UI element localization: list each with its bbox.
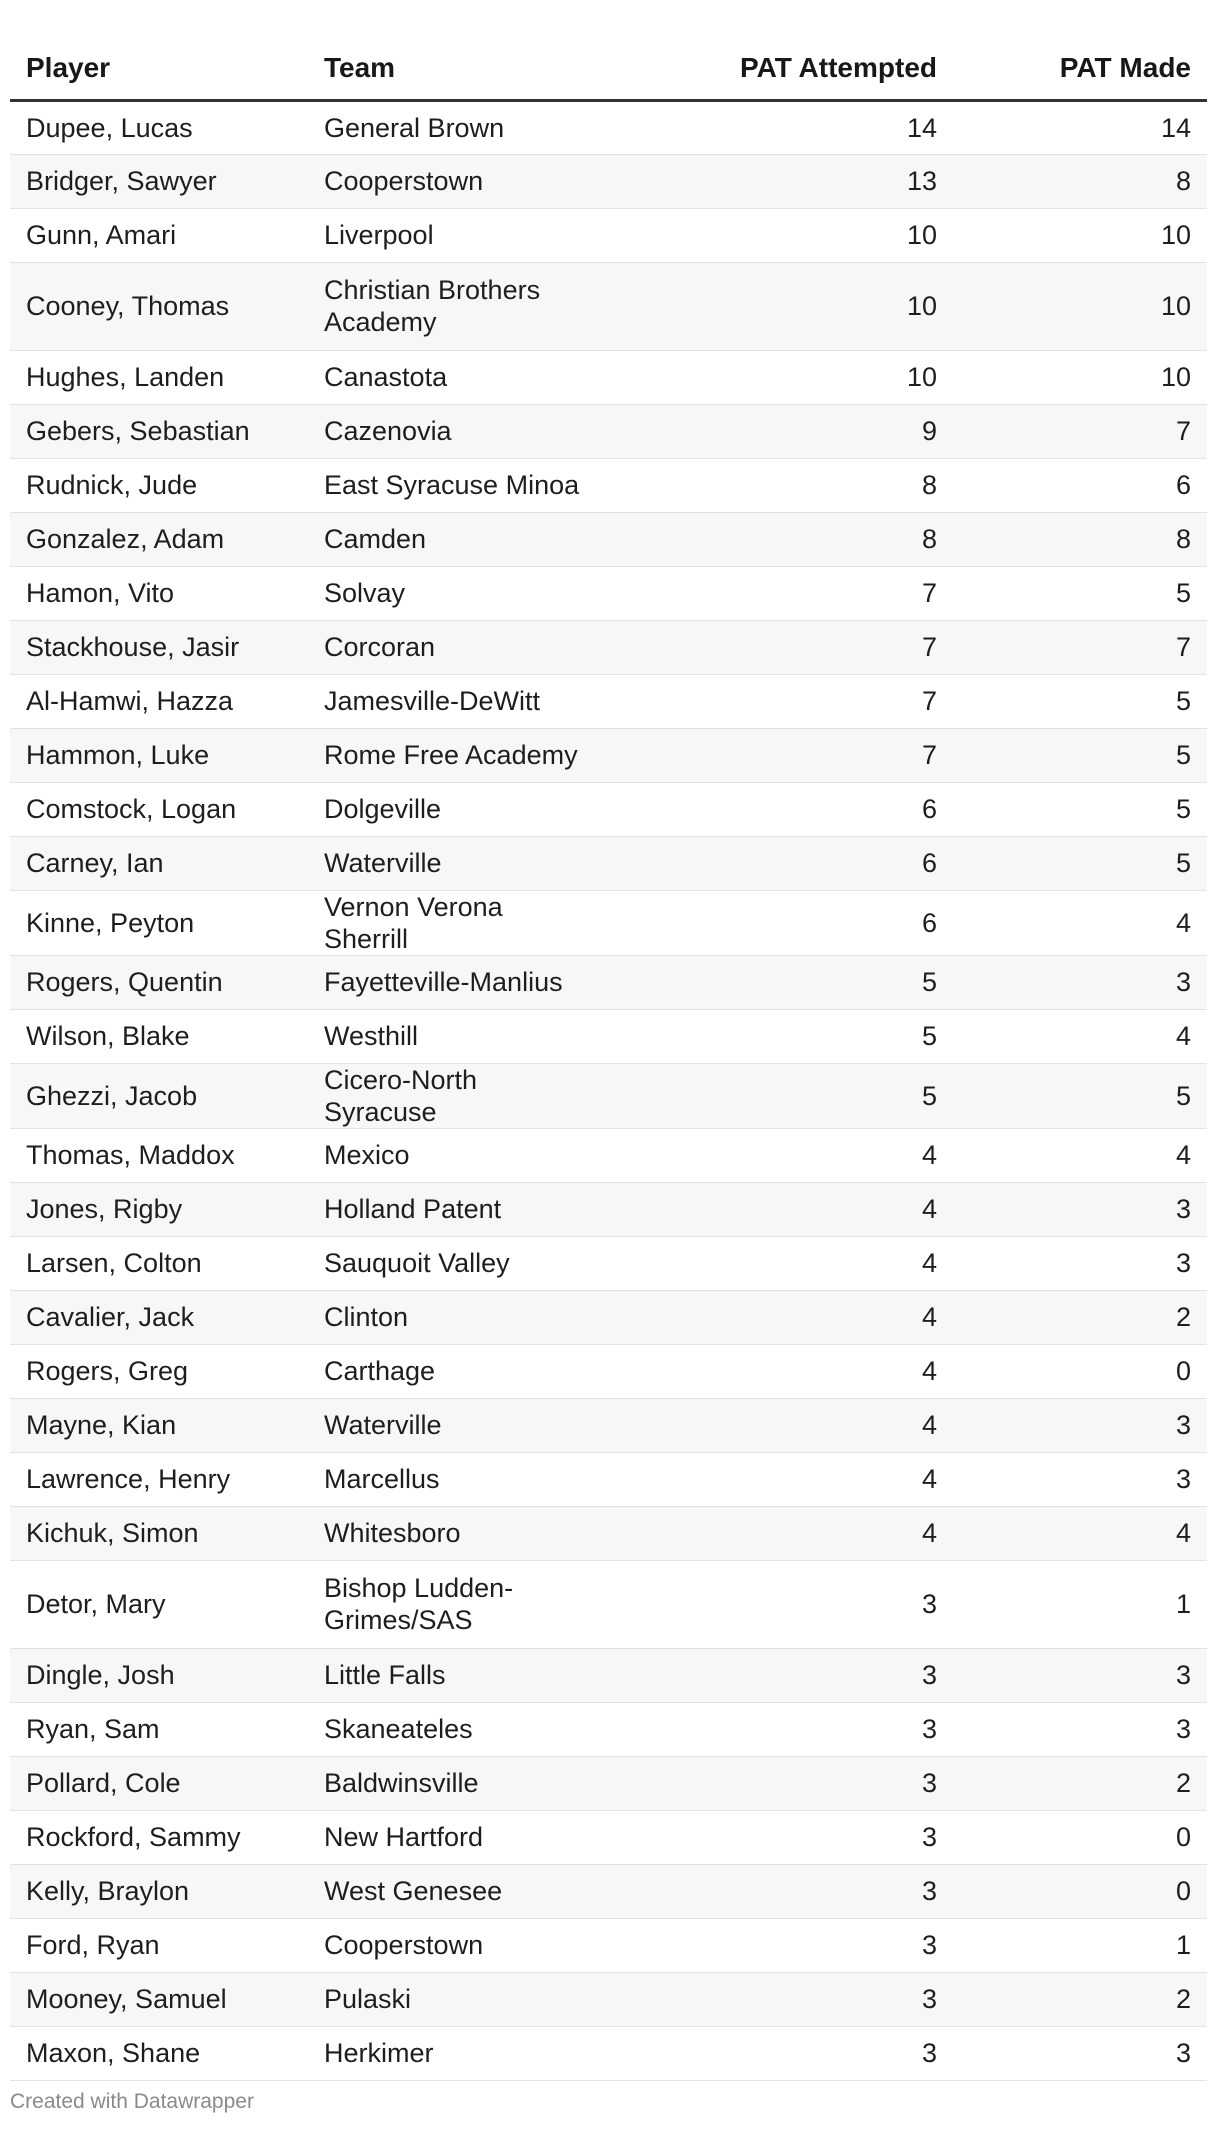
pat-made-cell: 3: [953, 1236, 1207, 1290]
player-cell: Hughes, Landen: [10, 350, 324, 404]
pat-attempted-cell: 5: [600, 955, 953, 1009]
team-cell: Fayetteville-Manlius: [324, 955, 600, 1009]
player-cell: Bridger, Sawyer: [10, 154, 324, 208]
table-row: [10, 1236, 1207, 1290]
player-cell: Gonzalez, Adam: [10, 512, 324, 566]
pat-made-cell: 7: [953, 404, 1207, 458]
pat-made-cell: 4: [953, 890, 1207, 955]
pat-made-cell: 1: [953, 1918, 1207, 1972]
table-row: [10, 2026, 1207, 2080]
pat-made-cell: 3: [953, 1648, 1207, 1702]
table-row: [10, 1182, 1207, 1236]
pat-table: [10, 38, 1207, 2081]
team-cell: Baldwinsville: [324, 1756, 600, 1810]
pat-attempted-cell: 7: [600, 566, 953, 620]
table-row: [10, 782, 1207, 836]
pat-attempted-cell: 10: [600, 350, 953, 404]
team-cell: Holland Patent: [324, 1182, 600, 1236]
player-cell: Dupee, Lucas: [10, 100, 324, 154]
player-cell: Maxon, Shane: [10, 2026, 324, 2080]
player-cell: Mayne, Kian: [10, 1398, 324, 1452]
team-cell: Dolgeville: [324, 782, 600, 836]
player-cell: Kelly, Braylon: [10, 1864, 324, 1918]
player-cell: Pollard, Cole: [10, 1756, 324, 1810]
pat-attempted-cell: 10: [600, 208, 953, 262]
pat-attempted-cell: 7: [600, 728, 953, 782]
table-row: [10, 728, 1207, 782]
player-cell: Gebers, Sebastian: [10, 404, 324, 458]
pat-made-cell: 5: [953, 566, 1207, 620]
table-row: [10, 1918, 1207, 1972]
team-cell: Vernon Verona Sherrill: [324, 890, 600, 955]
datawrapper-credit: Created with Datawrapper: [10, 2090, 254, 2113]
pat-made-cell: 5: [953, 674, 1207, 728]
team-cell: Canastota: [324, 350, 600, 404]
team-cell: Herkimer: [324, 2026, 600, 2080]
table-row: [10, 404, 1207, 458]
pat-made-cell: 3: [953, 2026, 1207, 2080]
pat-attempted-cell: 9: [600, 404, 953, 458]
table-row: [10, 1063, 1207, 1128]
player-cell: Lawrence, Henry: [10, 1452, 324, 1506]
pat-attempted-cell: 10: [600, 262, 953, 350]
column-header-pat-made[interactable]: PAT Made: [953, 38, 1207, 100]
table-row: [10, 1648, 1207, 1702]
pat-attempted-cell: 3: [600, 1864, 953, 1918]
team-cell: Liverpool: [324, 208, 600, 262]
pat-made-cell: 2: [953, 1290, 1207, 1344]
team-cell: Waterville: [324, 1398, 600, 1452]
player-cell: Kinne, Peyton: [10, 890, 324, 955]
column-header-team[interactable]: Team: [324, 38, 600, 100]
pat-attempted-cell: 13: [600, 154, 953, 208]
table-row: [10, 836, 1207, 890]
table-body: [10, 100, 1207, 2080]
pat-made-cell: 1: [953, 1560, 1207, 1648]
team-cell: Mexico: [324, 1128, 600, 1182]
team-cell: Camden: [324, 512, 600, 566]
team-cell: Cooperstown: [324, 154, 600, 208]
pat-attempted-cell: 4: [600, 1344, 953, 1398]
pat-made-cell: 0: [953, 1864, 1207, 1918]
table-row: [10, 1972, 1207, 2026]
team-cell: Solvay: [324, 566, 600, 620]
pat-made-cell: 10: [953, 208, 1207, 262]
team-cell: Marcellus: [324, 1452, 600, 1506]
table-header: [10, 38, 1207, 100]
team-cell: Sauquoit Valley: [324, 1236, 600, 1290]
team-cell: Westhill: [324, 1009, 600, 1063]
pat-made-cell: 0: [953, 1344, 1207, 1398]
pat-attempted-cell: 4: [600, 1290, 953, 1344]
table-row: [10, 620, 1207, 674]
player-cell: Rogers, Greg: [10, 1344, 324, 1398]
player-cell: Gunn, Amari: [10, 208, 324, 262]
player-cell: Stackhouse, Jasir: [10, 620, 324, 674]
team-cell: Cicero-North Syracuse: [324, 1063, 600, 1128]
table-row: [10, 1452, 1207, 1506]
player-cell: Jones, Rigby: [10, 1182, 324, 1236]
table-row: [10, 262, 1207, 350]
team-cell: Corcoran: [324, 620, 600, 674]
table-row: [10, 100, 1207, 154]
pat-attempted-cell: 4: [600, 1452, 953, 1506]
table-row: [10, 1290, 1207, 1344]
pat-made-cell: 8: [953, 154, 1207, 208]
table-row: [10, 1344, 1207, 1398]
team-cell: New Hartford: [324, 1810, 600, 1864]
team-cell: Cooperstown: [324, 1918, 600, 1972]
team-cell: Christian Brothers Academy: [324, 262, 600, 350]
player-cell: Detor, Mary: [10, 1560, 324, 1648]
team-cell: Clinton: [324, 1290, 600, 1344]
pat-attempted-cell: 4: [600, 1398, 953, 1452]
pat-attempted-cell: 3: [600, 1648, 953, 1702]
table-row: [10, 1506, 1207, 1560]
table-row: [10, 350, 1207, 404]
pat-made-cell: 7: [953, 620, 1207, 674]
pat-made-cell: 3: [953, 955, 1207, 1009]
pat-made-cell: 5: [953, 728, 1207, 782]
pat-attempted-cell: 3: [600, 1918, 953, 1972]
table-row: [10, 1560, 1207, 1648]
table-row: [10, 1756, 1207, 1810]
pat-made-cell: 4: [953, 1506, 1207, 1560]
pat-attempted-cell: 6: [600, 836, 953, 890]
table-row: [10, 674, 1207, 728]
player-cell: Thomas, Maddox: [10, 1128, 324, 1182]
pat-attempted-cell: 8: [600, 512, 953, 566]
header-row: [10, 38, 1207, 100]
pat-attempted-cell: 5: [600, 1009, 953, 1063]
pat-attempted-cell: 6: [600, 890, 953, 955]
pat-attempted-cell: 3: [600, 1810, 953, 1864]
player-cell: Al-Hamwi, Hazza: [10, 674, 324, 728]
column-header-player[interactable]: Player: [10, 38, 324, 100]
table-row: [10, 955, 1207, 1009]
pat-attempted-cell: 4: [600, 1182, 953, 1236]
pat-made-cell: 10: [953, 262, 1207, 350]
pat-made-cell: 5: [953, 836, 1207, 890]
table-row: [10, 1810, 1207, 1864]
pat-made-cell: 14: [953, 100, 1207, 154]
pat-made-cell: 4: [953, 1009, 1207, 1063]
table-row: [10, 208, 1207, 262]
table-row: [10, 1128, 1207, 1182]
team-cell: General Brown: [324, 100, 600, 154]
pat-attempted-cell: 3: [600, 2026, 953, 2080]
team-cell: Skaneateles: [324, 1702, 600, 1756]
pat-attempted-cell: 4: [600, 1236, 953, 1290]
team-cell: Pulaski: [324, 1972, 600, 2026]
data-table-container: [10, 38, 1207, 2081]
player-cell: Kichuk, Simon: [10, 1506, 324, 1560]
table-row: [10, 566, 1207, 620]
player-cell: Cooney, Thomas: [10, 262, 324, 350]
pat-attempted-cell: 7: [600, 620, 953, 674]
pat-attempted-cell: 6: [600, 782, 953, 836]
player-cell: Ford, Ryan: [10, 1918, 324, 1972]
player-cell: Rudnick, Jude: [10, 458, 324, 512]
player-cell: Dingle, Josh: [10, 1648, 324, 1702]
pat-attempted-cell: 7: [600, 674, 953, 728]
player-cell: Comstock, Logan: [10, 782, 324, 836]
team-cell: Rome Free Academy: [324, 728, 600, 782]
team-cell: Carthage: [324, 1344, 600, 1398]
team-cell: Bishop Ludden-Grimes/SAS: [324, 1560, 600, 1648]
pat-made-cell: 6: [953, 458, 1207, 512]
pat-attempted-cell: 3: [600, 1702, 953, 1756]
team-cell: West Genesee: [324, 1864, 600, 1918]
team-cell: Jamesville-DeWitt: [324, 674, 600, 728]
pat-made-cell: 5: [953, 1063, 1207, 1128]
pat-attempted-cell: 4: [600, 1128, 953, 1182]
pat-made-cell: 3: [953, 1398, 1207, 1452]
pat-made-cell: 10: [953, 350, 1207, 404]
player-cell: Hammon, Luke: [10, 728, 324, 782]
pat-made-cell: 4: [953, 1128, 1207, 1182]
pat-made-cell: 3: [953, 1452, 1207, 1506]
pat-made-cell: 8: [953, 512, 1207, 566]
pat-made-cell: 3: [953, 1702, 1207, 1756]
pat-attempted-cell: 5: [600, 1063, 953, 1128]
player-cell: Hamon, Vito: [10, 566, 324, 620]
player-cell: Carney, Ian: [10, 836, 324, 890]
table-row: [10, 154, 1207, 208]
pat-attempted-cell: 4: [600, 1506, 953, 1560]
table-row: [10, 1398, 1207, 1452]
team-cell: Waterville: [324, 836, 600, 890]
pat-attempted-cell: 3: [600, 1560, 953, 1648]
team-cell: East Syracuse Minoa: [324, 458, 600, 512]
player-cell: Ryan, Sam: [10, 1702, 324, 1756]
table-row: [10, 1702, 1207, 1756]
table-row: [10, 890, 1207, 955]
table-row: [10, 1009, 1207, 1063]
table-row: [10, 458, 1207, 512]
pat-attempted-cell: 14: [600, 100, 953, 154]
pat-made-cell: 3: [953, 1182, 1207, 1236]
pat-attempted-cell: 3: [600, 1972, 953, 2026]
team-cell: Whitesboro: [324, 1506, 600, 1560]
pat-made-cell: 0: [953, 1810, 1207, 1864]
player-cell: Mooney, Samuel: [10, 1972, 324, 2026]
pat-made-cell: 5: [953, 782, 1207, 836]
pat-made-cell: 2: [953, 1972, 1207, 2026]
table-row: [10, 512, 1207, 566]
pat-made-cell: 2: [953, 1756, 1207, 1810]
column-header-pat-attempted[interactable]: PAT Attempted: [600, 38, 953, 100]
player-cell: Cavalier, Jack: [10, 1290, 324, 1344]
player-cell: Ghezzi, Jacob: [10, 1063, 324, 1128]
player-cell: Rogers, Quentin: [10, 955, 324, 1009]
player-cell: Wilson, Blake: [10, 1009, 324, 1063]
table-row: [10, 1864, 1207, 1918]
player-cell: Larsen, Colton: [10, 1236, 324, 1290]
pat-attempted-cell: 3: [600, 1756, 953, 1810]
team-cell: Cazenovia: [324, 404, 600, 458]
player-cell: Rockford, Sammy: [10, 1810, 324, 1864]
team-cell: Little Falls: [324, 1648, 600, 1702]
pat-attempted-cell: 8: [600, 458, 953, 512]
